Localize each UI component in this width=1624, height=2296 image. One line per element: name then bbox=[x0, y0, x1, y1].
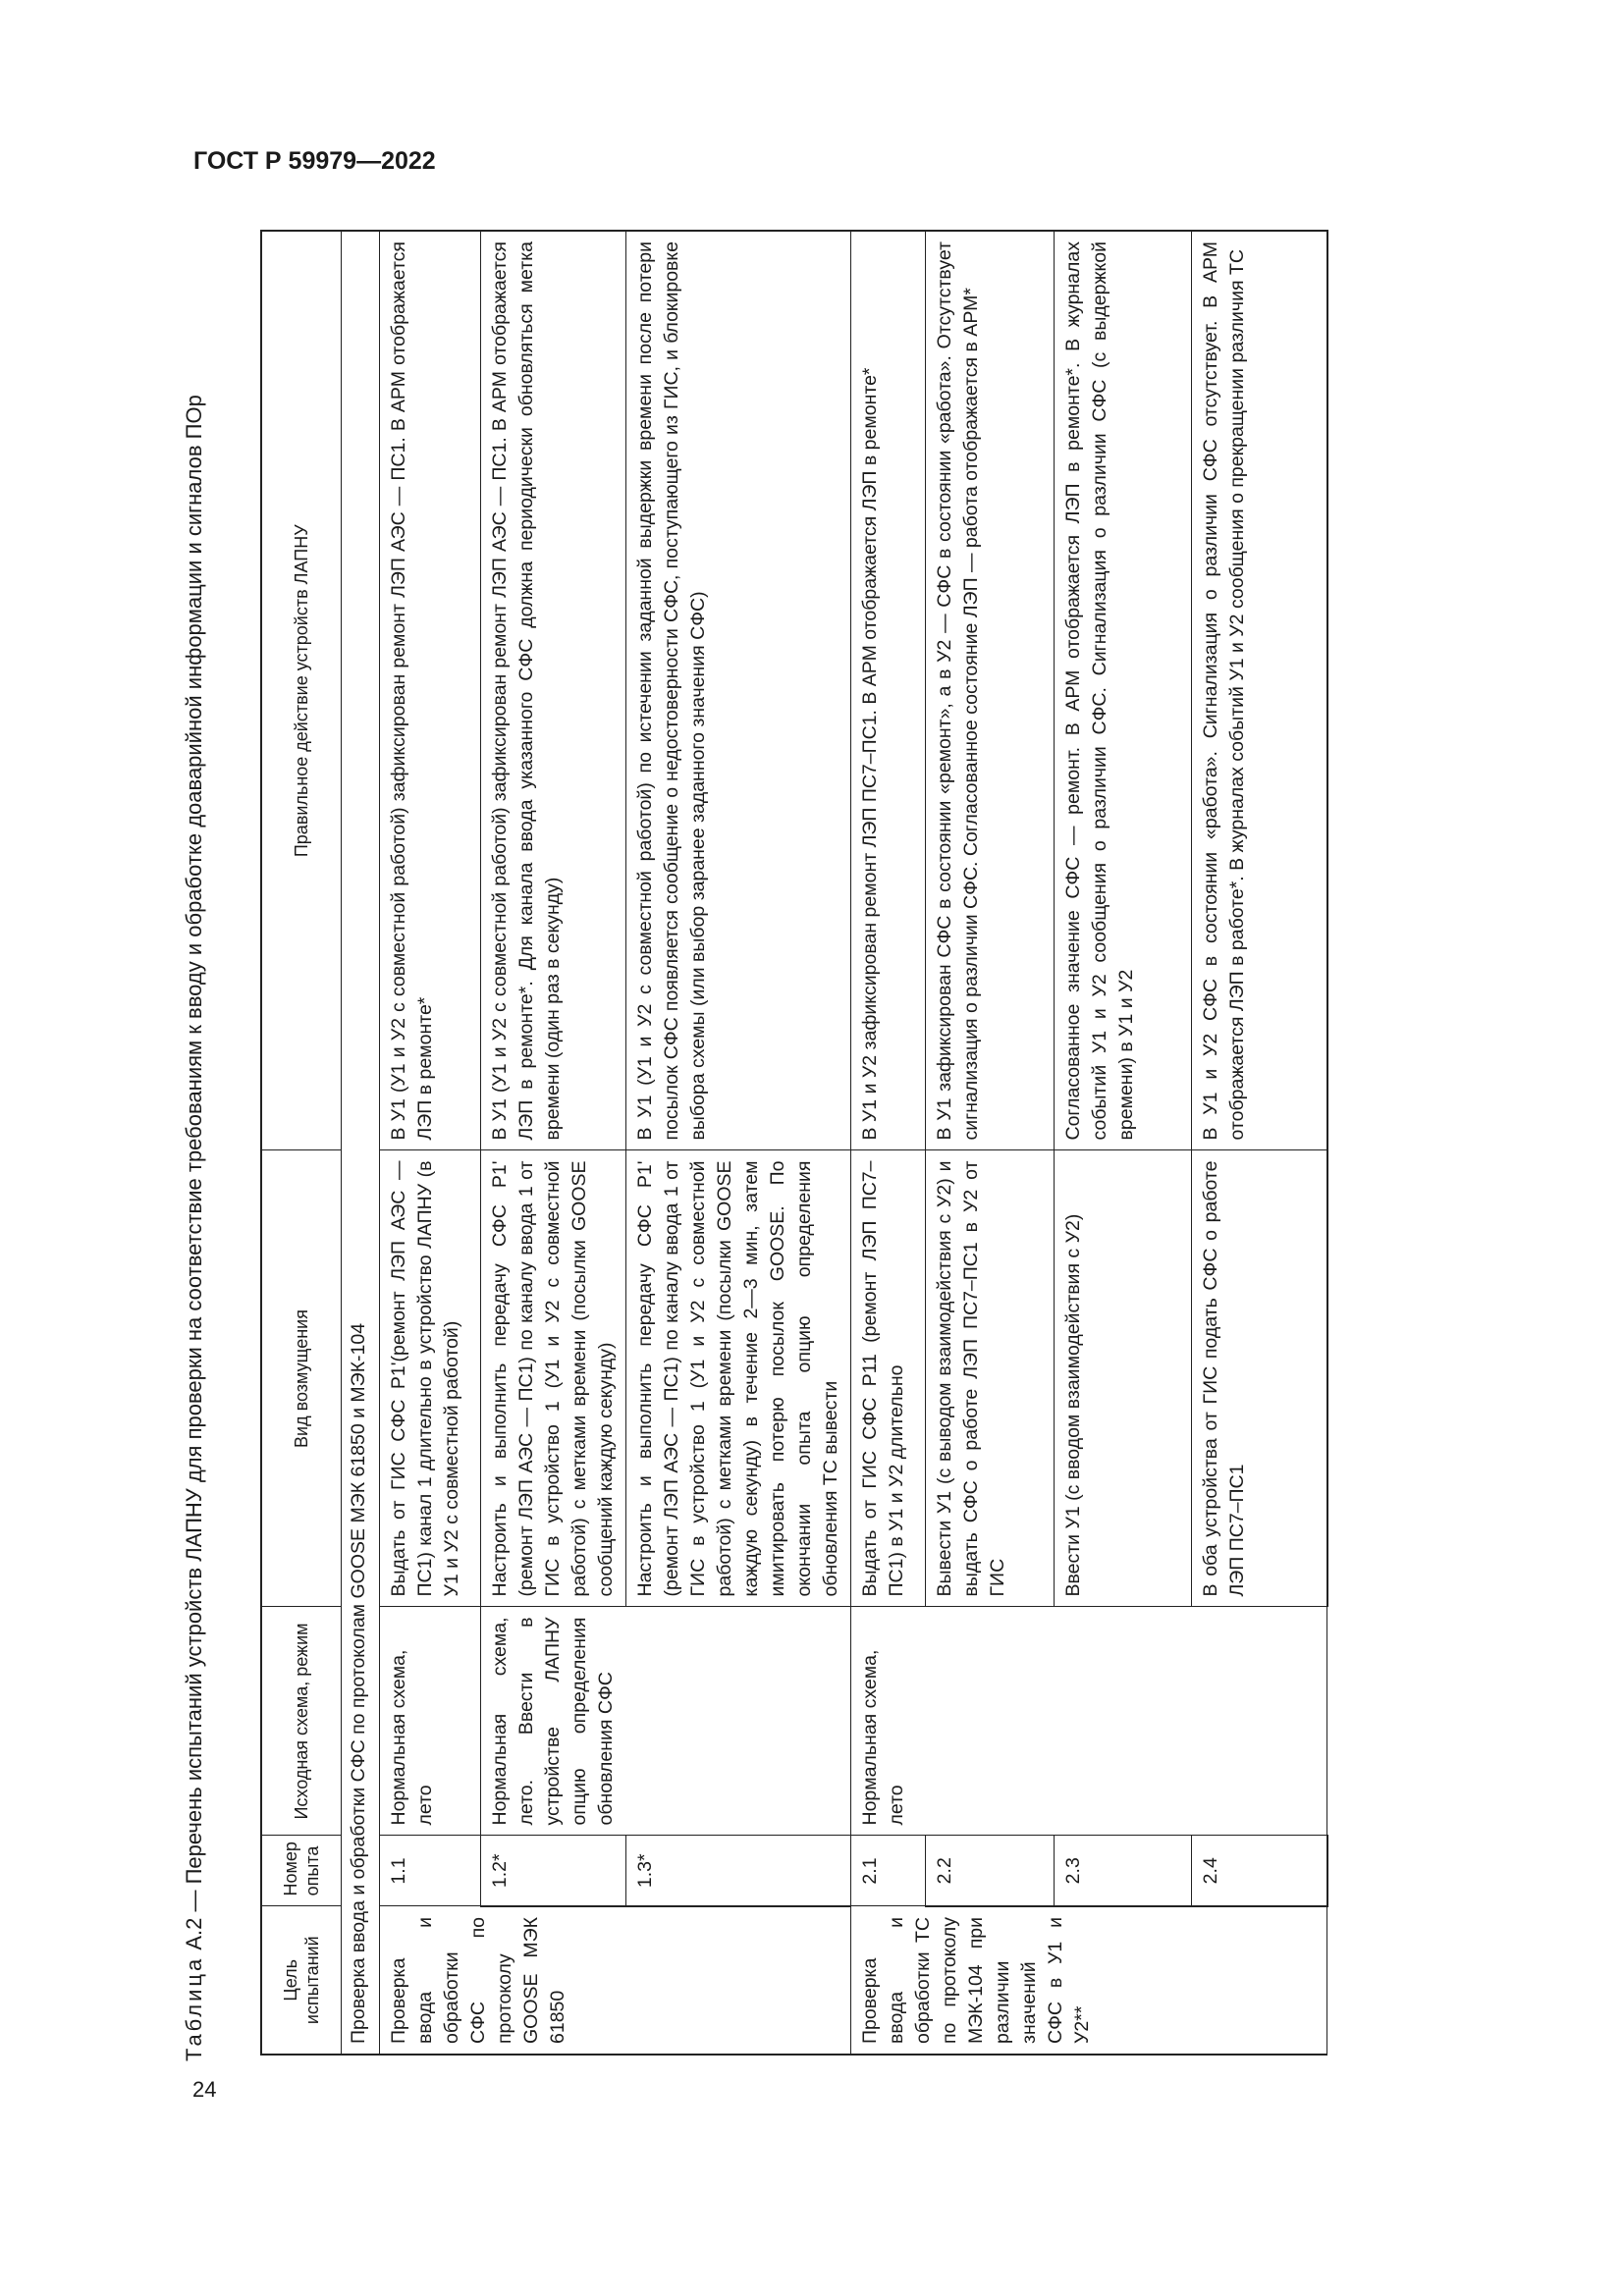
test-number: 1.1 bbox=[380, 1836, 481, 1906]
test-number: 2.2 bbox=[926, 1836, 1055, 1906]
result-cell: В У1 (У1 и У2 с совместной работой) зафиксирован ремонт ЛЭП АЭС — ПС1. В АРМ отображается ЛЭП в ремонте* bbox=[380, 231, 481, 1150]
table-row bbox=[481, 231, 626, 2055]
header-row bbox=[261, 231, 342, 2055]
result-cell: Согласованное значение СФС — ремонт. В АРМ отображается ЛЭП в ремонте*. В журналах событий У1 и У2 сообщения о различии СФС. Сигнализация о различии СФС (с выдержкой времени) в У1 и У2 bbox=[1055, 231, 1192, 1150]
disturbance-cell: Настроить и выполнить передачу СФС Р1' (ремонт ЛЭП АЭС — ПС1) по каналу ввода 1 от ГИС в устройство 1 (У1 и У2 с совместной работой) с метками времени (посылки GOOSE сообщений каждую секунду) bbox=[481, 1150, 626, 1607]
test-number: 2.4 bbox=[1192, 1836, 1327, 1906]
page-number: 24 bbox=[192, 2077, 217, 2102]
section-row bbox=[342, 231, 380, 2055]
document-header: ГОСТ Р 59979—2022 bbox=[193, 147, 436, 175]
test-number: 2.3 bbox=[1055, 1836, 1192, 1906]
disturbance-cell: Настроить и выполнить передачу СФС Р1' (ремонт ЛЭП АЭС — ПС1) по каналу ввода 1 от ГИС в устройство 1 (У1 и У2 с совместной работой) с метками времени (посылки GOOSE каждую секунду) в течение 2—3 мин, затем имитировать потерю посылок GOOSE. По окончании опыта опцию определения обновления ТС вывести bbox=[626, 1150, 851, 1607]
col-header-disturbance: Вид возмущения bbox=[261, 1150, 342, 1607]
test-number: 1.2* bbox=[481, 1836, 626, 1906]
disturbance-cell: Ввести У1 (с вводом взаимодействия с У2) bbox=[1055, 1150, 1192, 1607]
goal-cell: Проверка ввода и обработки ТС по протоколу МЭК-104 при различии значений СФС в У1 и У2** bbox=[851, 1906, 1327, 2055]
result-cell: В У1 (У1 и У2 с совместной работой) по истечении заданной выдержки времени после потери посылок СФС появляется сообщение о недостоверности СФС, поступающего из ГИС, и блокировке выбора схемы (или выбор заранее заданного значения СФС) bbox=[626, 231, 851, 1150]
test-number: 1.3* bbox=[626, 1836, 851, 1906]
scheme-cell: Нормальная схема, лето bbox=[380, 1607, 481, 1836]
table-row bbox=[851, 231, 926, 2055]
disturbance-cell: Выдать от ГИС СФС Р11 (ремонт ЛЭП ПС7–ПС1) в У1 и У2 длительно bbox=[851, 1150, 926, 1607]
result-cell: В У1 и У2 зафиксирован ремонт ЛЭП ПС7–ПС1. В АРМ отображается ЛЭП в ремонте* bbox=[851, 231, 926, 1150]
result-cell: В У1 зафиксирован СФС в состоянии «ремонт», а в У2 — СФС в состоянии «работа». Отсутствует сигнализация о различии СФС. Согласованное состояние ЛЭП — работа отображается в АРМ* bbox=[926, 231, 1055, 1150]
col-header-correct-action: Правильное действие устройств ЛАПНУ bbox=[261, 231, 342, 1150]
table-caption bbox=[181, 236, 208, 2061]
result-cell: В У1 (У1 и У2 с совместной работой) зафиксирован ремонт ЛЭП АЭС — ПС1. В АРМ отображается ЛЭП в ремонте*. Для канала ввода указанного СФС должна периодически обновляться метка времени (один раз в секунду) bbox=[481, 231, 626, 1150]
col-header-number: Номер опыта bbox=[261, 1836, 342, 1906]
col-header-scheme: Исходная схема, режим bbox=[261, 1607, 342, 1836]
disturbance-cell: В оба устройства от ГИС подать СФС о работе ЛЭП ПС7–ПС1 bbox=[1192, 1150, 1327, 1607]
col-header-goal: Цель испытаний bbox=[261, 1906, 342, 2055]
scheme-cell: Нормальная схема, лето. Ввести в устройстве ЛАПНУ опцию определения обновления СФС bbox=[481, 1607, 851, 1836]
result-cell: В У1 и У2 СФС в состоянии «работа». Сигнализация о различии СФС отсутствует. В АРМ отображается ЛЭП в работе*. В журналах событий У1 и У2 сообщения о прекращении различия ТС bbox=[1192, 231, 1327, 1150]
goal-cell: Проверка ввода и обработки СФС по протоколу GOOSE МЭК 61850 bbox=[380, 1906, 851, 2055]
test-table bbox=[260, 230, 1328, 2056]
caption-label: Таблица bbox=[182, 1955, 206, 2061]
test-number: 2.1 bbox=[851, 1836, 926, 1906]
table-row bbox=[380, 231, 481, 2055]
section-title: Проверка ввода и обработки СФС по протоколам GOOSE МЭК 61850 и МЭК-104 bbox=[342, 231, 380, 2055]
caption-text: А.2 — Перечень испытаний устройств ЛАПНУ для проверки на соответствие требованиям к вводу и обработке доаварийной информации и сигналов ПОр bbox=[182, 395, 206, 1956]
scheme-cell: Нормальная схема, лето bbox=[851, 1607, 1327, 1836]
disturbance-cell: Выдать от ГИС СФС Р1'(ремонт ЛЭП АЭС — ПС1) канал 1 длительно в устройство ЛАПНУ (в У1 и У2 с совместной работой) bbox=[380, 1150, 481, 1607]
rotated-table-page bbox=[181, 196, 1457, 2061]
disturbance-cell: Вывести У1 (с выводом взаимодействия с У2) и выдать СФС о работе ЛЭП ПС7–ПС1 в У2 от ГИС bbox=[926, 1150, 1055, 1607]
